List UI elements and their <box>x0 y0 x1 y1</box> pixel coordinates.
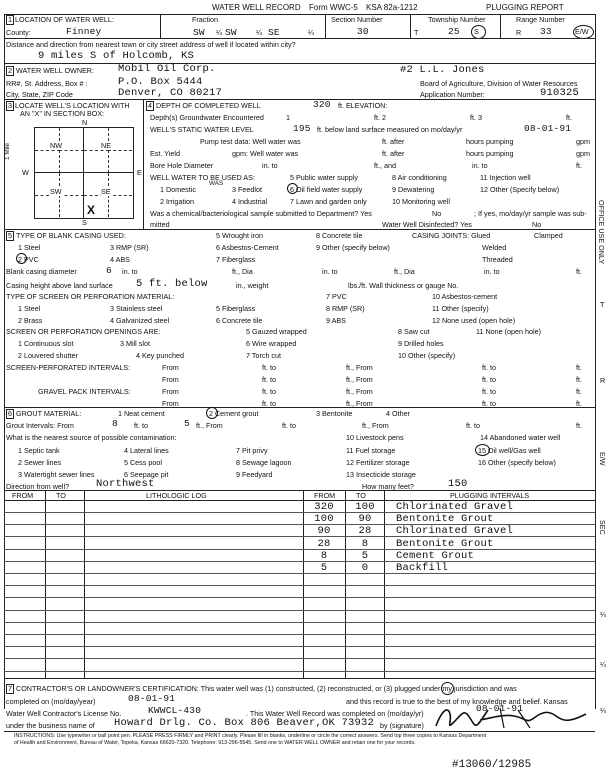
perf-ft-to-3: ft. to <box>262 375 276 384</box>
yield-hours: hours pumping <box>466 149 514 158</box>
plug-from-value[interactable]: 5 <box>320 562 328 574</box>
casing-type-label: TYPE OF BLANK CASING USED: <box>16 231 126 240</box>
record-completed-label: . This Water Well Record was completed on (mo/day/yr) <box>246 709 424 718</box>
side-sec: SEC <box>598 520 607 535</box>
yield-ft-after: ft. after <box>382 149 405 158</box>
log-rule <box>4 549 595 550</box>
plug-to-value[interactable]: 8 <box>361 537 369 550</box>
east-west-option[interactable]: E/W <box>575 27 589 36</box>
contam-insecticide[interactable]: 13 Insecticide storage <box>346 470 416 479</box>
quarter-mark-1: ¼ <box>216 28 222 37</box>
openings-label: SCREEN OR PERFORATION OPENINGS ARE: <box>6 327 161 336</box>
log-rule <box>4 671 595 672</box>
use-irrigation[interactable]: 2 Irrigation <box>160 197 194 206</box>
chem-if-yes: ; If yes, mo/day/yr sample was sub- <box>474 209 587 218</box>
log-rule <box>4 573 595 574</box>
plugging-intervals-header: PLUGGING INTERVALS <box>450 491 530 500</box>
log-rule <box>4 634 595 635</box>
open-none[interactable]: 11 None (open hole) <box>476 327 541 336</box>
range-number-label: Range Number <box>516 15 565 24</box>
yield-gpm: gpm: Well water was <box>232 149 299 158</box>
side-q-2: ¼ <box>600 660 606 669</box>
side-t: T <box>600 300 605 309</box>
section-grid[interactable] <box>34 127 134 219</box>
casing-abs[interactable]: 4 ABS <box>110 255 130 264</box>
plug-from-header: FROM <box>314 491 336 500</box>
grout-other[interactable]: 4 Other <box>386 409 410 418</box>
quadrant-sw: SW <box>50 187 62 196</box>
contam-fertilizer[interactable]: 12 Fertilizer storage <box>346 458 410 467</box>
chem-no[interactable]: No <box>432 209 442 218</box>
gw-4: ft. <box>566 113 572 122</box>
pump-test-label: Pump test data: Well water was <box>200 137 301 146</box>
use-lawn[interactable]: 7 Lawn and garden only <box>290 197 367 206</box>
pump-ft-after: ft. after <box>382 137 405 146</box>
quadrant-ne: NE <box>101 141 111 150</box>
business-name-value[interactable]: Howard Drlg. Co. Box 806 Beaver,OK 73932 <box>114 717 375 729</box>
grout-ft-to-3: ft. to <box>466 421 480 430</box>
joints-clamped[interactable]: Clamped <box>534 231 563 240</box>
grout-bentonite[interactable]: 3 Bentonite <box>316 409 353 418</box>
compass-e: E <box>137 168 142 177</box>
office-use-only: OFFICE USE ONLY <box>597 200 606 265</box>
gravel-ft-from-2: ft., From <box>346 399 373 408</box>
feet-label: How many feet? <box>362 482 414 491</box>
perf-ft-to-2: ft. to <box>482 363 496 372</box>
grout-from-value[interactable]: 8 <box>112 418 118 429</box>
section-1-number: 1 <box>8 15 12 24</box>
plug-to-header: TO <box>356 491 366 500</box>
contam-sewage-lagoon[interactable]: 8 Sewage lagoon <box>236 458 292 467</box>
range-value[interactable]: 33 <box>540 26 552 37</box>
side-ew: E/W <box>598 452 607 466</box>
blank-diameter-value[interactable]: 6 <box>106 265 112 276</box>
contam-feedyard[interactable]: 9 Feedyard <box>236 470 273 479</box>
casing-in-weight: in., weight <box>236 281 269 290</box>
address-label: RR#, St. Address, Box # : <box>6 79 88 88</box>
yield-label: Est. Yield <box>150 149 180 158</box>
lithologic-log-header: LITHOLOGIC LOG <box>146 491 207 500</box>
use-air-conditioning[interactable]: 8 Air conditioning <box>392 173 447 182</box>
casing-asbestos[interactable]: 6 Asbestos-Cement <box>216 243 279 252</box>
instructions-line-1: INSTRUCTIONS: Use typewriter or ball point pen. PLEASE PRESS FIRMLY and PRINT clearly. Please fill in blanks, underline or circle the correct answers. Send top three copies to Kansas Department <box>14 733 487 739</box>
side-r: R <box>600 376 606 385</box>
gravel-from-2: From <box>162 399 179 408</box>
elevation-label: ft. ELEVATION: <box>338 101 388 110</box>
city-label: City, State, ZIP Code <box>6 90 73 99</box>
plug-from-value[interactable]: 28 <box>317 537 331 550</box>
chem-sample-label: Was a chemical/bacteriological sample submitted to Department? Yes <box>150 209 372 218</box>
casing-concrete-tile[interactable]: 8 Concrete tile <box>316 231 363 240</box>
log-rule <box>4 597 595 598</box>
use-dewatering[interactable]: 9 Dewatering <box>392 185 435 194</box>
section-value[interactable]: 30 <box>357 26 369 37</box>
compass-n: N <box>82 118 88 127</box>
locate-label-1: LOCATE WELL'S LOCATION WITH <box>15 101 130 110</box>
plug-to-value[interactable]: 0 <box>361 562 369 574</box>
use-injection[interactable]: 11 Injection well <box>480 173 531 182</box>
perf-ft-from-2: ft., From <box>346 375 373 384</box>
perf-ft-from-1: ft., From <box>346 363 373 372</box>
log-rule <box>4 622 595 623</box>
plugging-report-title: PLUGGING REPORT <box>486 3 564 12</box>
screen-brass[interactable]: 2 Brass <box>18 316 43 325</box>
casing-fiberglass[interactable]: 7 Fiberglass <box>216 255 256 264</box>
blank-ft-dia-2: ft., Dia <box>394 267 415 276</box>
license-label: Water Well Contractor's License No. <box>6 709 122 718</box>
casing-rmp[interactable]: 3 RMP (SR) <box>110 243 149 252</box>
plug-description[interactable]: Chlorinated Gravel <box>396 525 514 538</box>
bore-in-to: in. to <box>262 161 278 170</box>
section-6-number: 6 <box>8 409 12 418</box>
section-3-number: 3 <box>8 101 12 110</box>
plug-from-value[interactable]: 320 <box>314 501 334 513</box>
plug-to-value[interactable]: 100 <box>355 501 375 513</box>
perf-ft-to-1: ft. to <box>262 363 276 372</box>
chem-mitted: mitted <box>150 220 170 229</box>
contam-cess-pool[interactable]: 5 Cess pool <box>124 458 162 467</box>
yield-gpm-end: gpm <box>576 149 590 158</box>
side-q-1: ¼ <box>600 610 606 619</box>
joints-threaded[interactable]: Threaded <box>482 255 513 264</box>
plug-to-value[interactable]: 90 <box>358 513 372 526</box>
gravel-intervals-label: GRAVEL PACK INTERVALS: <box>38 387 131 396</box>
gravel-ft-2: ft. <box>576 399 582 408</box>
screen-none[interactable]: 12 None used (open hole) <box>432 316 516 325</box>
plug-from-value[interactable]: 8 <box>320 549 328 562</box>
gw-2: ft. 2 <box>374 113 386 122</box>
casing-pvc[interactable]: 2 PVC <box>18 255 39 264</box>
application-label: Application Number: <box>420 90 485 99</box>
t-label: T <box>414 28 419 37</box>
screen-pvc[interactable]: 7 PVC <box>326 292 347 301</box>
well-name-value[interactable]: #2 L.L. Jones <box>400 64 485 76</box>
bore-label: Bore Hole Diameter <box>150 161 214 170</box>
gravel-from-1: From <box>162 387 179 396</box>
log-rule <box>4 658 595 659</box>
completed-on-value[interactable]: 08-01-91 <box>128 693 176 704</box>
joints-welded[interactable]: Welded <box>482 243 507 252</box>
address-value[interactable]: P.O. Box 5444 <box>118 76 203 88</box>
bore-ft-and: ft., and <box>374 161 396 170</box>
application-value[interactable]: 910325 <box>540 87 580 99</box>
gw-1: 1 <box>286 113 290 122</box>
contam-lateral[interactable]: 4 Lateral lines <box>124 446 169 455</box>
quarter-mark-3: ¼ <box>308 28 314 37</box>
section-2-number: 2 <box>8 66 12 75</box>
blank-ft-end: ft. <box>576 267 582 276</box>
screen-type-label: TYPE OF SCREEN OR PERFORATION MATERIAL: <box>6 292 175 301</box>
static-date[interactable]: 08-01-91 <box>524 123 572 134</box>
perf-ft-2: ft. <box>576 375 582 384</box>
plug-description[interactable]: Bentonite Grout <box>396 513 494 526</box>
owner-label: WATER WELL OWNER: <box>16 66 94 75</box>
depth-value[interactable]: 320 <box>313 99 331 110</box>
screen-galvanized[interactable]: 4 Galvanized steel <box>110 316 170 325</box>
south-option[interactable]: S <box>474 27 479 36</box>
blank-in-to-1: in. to <box>122 267 138 276</box>
casing-height-value[interactable]: 5 ft. below <box>136 278 208 290</box>
completed-on-label: completed on (mo/day/year) <box>6 697 96 706</box>
contam-other[interactable]: 16 Other (specify below) <box>478 458 556 467</box>
log-from-header: FROM <box>12 491 34 500</box>
section-7-number: 7 <box>8 684 12 693</box>
distance-value[interactable]: 9 miles S of Holcomb, KS <box>38 50 195 62</box>
license-value[interactable]: KWWCL-430 <box>148 705 202 716</box>
gravel-ft-to-3: ft. to <box>262 399 276 408</box>
quadrant-nw: NW <box>50 141 62 150</box>
blank-in-to-3: in. to <box>484 267 500 276</box>
screen-abs[interactable]: 9 ABS <box>326 316 346 325</box>
grout-ft-to-2: ft. to <box>282 421 296 430</box>
r-label: R <box>516 28 522 37</box>
screen-concrete[interactable]: 6 Concrete tile <box>216 316 263 325</box>
screen-stainless[interactable]: 3 Stainless steel <box>110 304 163 313</box>
log-rule <box>4 610 595 611</box>
open-mill[interactable]: 3 Mill slot <box>120 339 150 348</box>
board-label: Board of Agriculture, Division of Water Resources <box>420 79 578 88</box>
open-louvered[interactable]: 2 Louvered shutter <box>18 351 78 360</box>
casing-height-label: Casing height above land surface <box>6 281 113 290</box>
locate-label-2: AN "X" IN SECTION BOX: <box>20 109 105 118</box>
open-key-punched[interactable]: 4 Key punched <box>136 351 184 360</box>
log-rule <box>4 561 595 562</box>
open-torch[interactable]: 7 Torch cut <box>246 351 282 360</box>
bore-ft-end: ft. <box>576 161 582 170</box>
plug-description[interactable]: Cement Grout <box>396 549 475 562</box>
perf-intervals-label: SCREEN-PERFORATED INTERVALS: <box>6 363 131 372</box>
quarter-2[interactable]: SW <box>225 27 237 38</box>
direction-label: Direction from well? <box>6 482 70 491</box>
plug-from-value[interactable]: 100 <box>314 513 334 526</box>
contam-watertight-sewer[interactable]: 3 Watertight sewer lines <box>18 470 95 479</box>
plug-to-value[interactable]: 28 <box>358 525 372 538</box>
direction-value[interactable]: Northwest <box>96 478 155 490</box>
disinfected-no[interactable]: No <box>532 220 542 229</box>
section-5-number: 5 <box>8 231 12 240</box>
static-suffix: ft. below land surface measured on mo/day/yr <box>317 125 463 134</box>
grout-ft-to: ft. to <box>134 421 148 430</box>
plug-description[interactable]: Chlorinated Gravel <box>396 501 514 513</box>
location-label: LOCATION OF WATER WELL: <box>15 15 114 24</box>
contam-pit-privy[interactable]: 7 Pit privy <box>236 446 268 455</box>
form-title: WATER WELL RECORD <box>212 3 301 12</box>
log-rule <box>4 585 595 586</box>
document-reference: #13060/12985 <box>452 759 532 771</box>
plug-description[interactable]: Backfill <box>396 562 449 574</box>
signature-image <box>430 700 595 734</box>
blank-in-to-2: in. to <box>322 267 338 276</box>
certification-line-1: CONTRACTOR'S OR LANDOWNER'S CERTIFICATION: This water well was (1) constructed, (2) reconstructed, or (3) plugged under my jurisdiction and was <box>16 684 517 693</box>
quarter-3[interactable]: SE <box>268 27 280 38</box>
contam-fuel[interactable]: 11 Fuel storage <box>346 446 396 455</box>
open-gauzed[interactable]: 5 Gauzed wrapped <box>246 327 307 336</box>
gravel-ft-from-1: ft., From <box>346 387 373 396</box>
quadrant-se: SE <box>101 187 111 196</box>
distance-label: Distance and direction from nearest town or city street address of well if located within city? <box>6 40 296 49</box>
casing-wrought-iron[interactable]: 5 Wrought iron <box>216 231 264 240</box>
city-value[interactable]: Denver, CO 80217 <box>118 87 223 99</box>
gravel-ft-to-2: ft. to <box>482 387 496 396</box>
screen-fiberglass[interactable]: 5 Fiberglass <box>216 304 256 313</box>
compass-s: S <box>82 218 87 227</box>
casing-other[interactable]: 9 Other (specify below) <box>316 243 390 252</box>
log-rule <box>4 646 595 647</box>
use-industrial[interactable]: 4 Industrial <box>232 197 268 206</box>
disinfected-label: Water Well Disinfected? Yes <box>382 220 472 229</box>
grout-ft-from-1: ft., From <box>196 421 223 430</box>
plug-description[interactable]: Bentonite Grout <box>396 537 494 550</box>
owner-value[interactable]: Mobil Oil Corp. <box>118 63 216 75</box>
screen-rmp[interactable]: 8 RMP (SR) <box>326 304 365 313</box>
contam-sewer[interactable]: 2 Sewer lines <box>18 458 62 467</box>
open-continuous[interactable]: 1 Continuous slot <box>18 339 74 348</box>
open-saw-cut[interactable]: 8 Saw cut <box>398 327 430 336</box>
fraction-label: Fraction <box>192 15 218 24</box>
quarter-1[interactable]: SW <box>193 27 205 38</box>
open-other[interactable]: 10 Other (specify) <box>398 351 456 360</box>
blank-diameter-label: Blank casing diameter <box>6 267 77 276</box>
use-public[interactable]: 5 Public water supply <box>290 173 358 182</box>
use-oil-field[interactable]: 6 Oil field water supply <box>290 185 363 194</box>
use-monitoring[interactable]: 10 Monitoring well <box>392 197 450 206</box>
use-other[interactable]: 12 Other (Specify below) <box>480 185 560 194</box>
water-use-label: WELL WATER TO BE USED AS: <box>150 173 255 182</box>
log-to-header: TO <box>56 491 66 500</box>
use-domestic[interactable]: 1 Domestic <box>160 185 196 194</box>
pump-gpm: gpm <box>576 137 590 146</box>
use-was-correction: WAS <box>209 180 224 187</box>
groundwater-label: Depth(s) Groundwater Encountered <box>150 113 264 122</box>
gravel-ft-to-1: ft. to <box>262 387 276 396</box>
instructions-line-2: of Health and Environment, Bureau of Water, Topeka, Kansas 66620-7320. Telephone: 913-296-5545. Send one to WATER WELL OWNER and retain one for your records. <box>14 740 416 746</box>
static-level-value[interactable]: 195 <box>293 123 311 134</box>
grout-neat-cement[interactable]: 1 Neat cement <box>118 409 165 418</box>
open-drilled[interactable]: 9 Drilled holes <box>398 339 444 348</box>
use-feedlot[interactable]: 3 Feedlot <box>232 185 262 194</box>
compass-w: W <box>22 168 29 177</box>
plug-from-value[interactable]: 90 <box>317 525 331 538</box>
perf-from-2: From <box>162 375 179 384</box>
casing-wall-thickness: lbs./ft. Wall thickness or gauge No. <box>348 281 459 290</box>
gravel-ft-to-4: ft. to <box>482 399 496 408</box>
screen-steel[interactable]: 1 Steel <box>18 304 41 313</box>
feet-value[interactable]: 150 <box>448 478 468 490</box>
screen-asbestos[interactable]: 10 Asbestos-cement <box>432 292 498 301</box>
open-wire[interactable]: 6 Wire wrapped <box>246 339 297 348</box>
bore-in-to-2: in. to <box>472 161 488 170</box>
well-location-x-mark: X <box>87 203 96 217</box>
grout-material-label: GROUT MATERIAL: <box>16 409 82 418</box>
contam-seepage-pit[interactable]: 6 Seepage pit <box>124 470 169 479</box>
plug-to-value[interactable]: 5 <box>361 549 369 562</box>
township-value[interactable]: 25 <box>448 26 460 37</box>
static-level-label: WELL'S STATIC WATER LEVEL <box>150 125 254 134</box>
record-completed-value[interactable]: 08-01-91 <box>476 703 524 714</box>
casing-steel[interactable]: 1 Steel <box>18 243 41 252</box>
perf-ft-1: ft. <box>576 363 582 372</box>
screen-other[interactable]: 11 Other (specify) <box>432 304 489 313</box>
pump-hours: hours pumping <box>466 137 514 146</box>
casing-joints-label: CASING JOINTS: Glued <box>412 231 491 240</box>
signature-label: by (signature) <box>380 721 424 730</box>
section-number-label: Section Number <box>331 15 383 24</box>
contamination-label: What is the nearest source of possible contamination: <box>6 433 177 442</box>
business-name-label: under the business name of <box>6 721 95 730</box>
quarter-mark-2: ¼ <box>256 28 262 37</box>
township-number-label: Township Number <box>428 15 486 24</box>
gw-3: ft. 3 <box>470 113 482 122</box>
section-4-number: 4 <box>148 101 152 110</box>
mile-label: 1 Mile <box>4 142 11 160</box>
contam-abandoned-well[interactable]: 14 Abandoned water well <box>480 433 561 442</box>
perf-ft-to-4: ft. to <box>482 375 496 384</box>
form-number: Form WWC-5 <box>309 3 358 12</box>
grout-intervals-label: Grout Intervals: From <box>6 421 74 430</box>
perf-from-1: From <box>162 363 179 372</box>
grout-ft-from-2: ft., From <box>362 421 389 430</box>
side-q-3: ¼ <box>600 706 606 715</box>
contam-oil-gas-well[interactable]: 15 Oil well/Gas well <box>478 446 541 455</box>
grout-ft-end: ft. <box>576 421 582 430</box>
blank-ft-dia-1: ft., Dia <box>232 267 253 276</box>
certification-line-2: and this record is true to the best of my knowledge and belief. Kansas <box>346 697 568 706</box>
gravel-ft-1: ft. <box>576 387 582 396</box>
contam-septic[interactable]: 1 Septic tank <box>18 446 60 455</box>
grout-to-value[interactable]: 5 <box>184 418 190 429</box>
depth-label: DEPTH OF COMPLETED WELL <box>156 101 261 110</box>
county-value[interactable]: Finney <box>66 26 102 37</box>
grout-cement-grout[interactable]: 2 Cement grout <box>209 409 259 418</box>
ksa-citation: KSA 82a-1212 <box>366 3 418 12</box>
contam-livestock[interactable]: 10 Livestock pens <box>346 433 404 442</box>
county-label: County: <box>6 28 31 37</box>
